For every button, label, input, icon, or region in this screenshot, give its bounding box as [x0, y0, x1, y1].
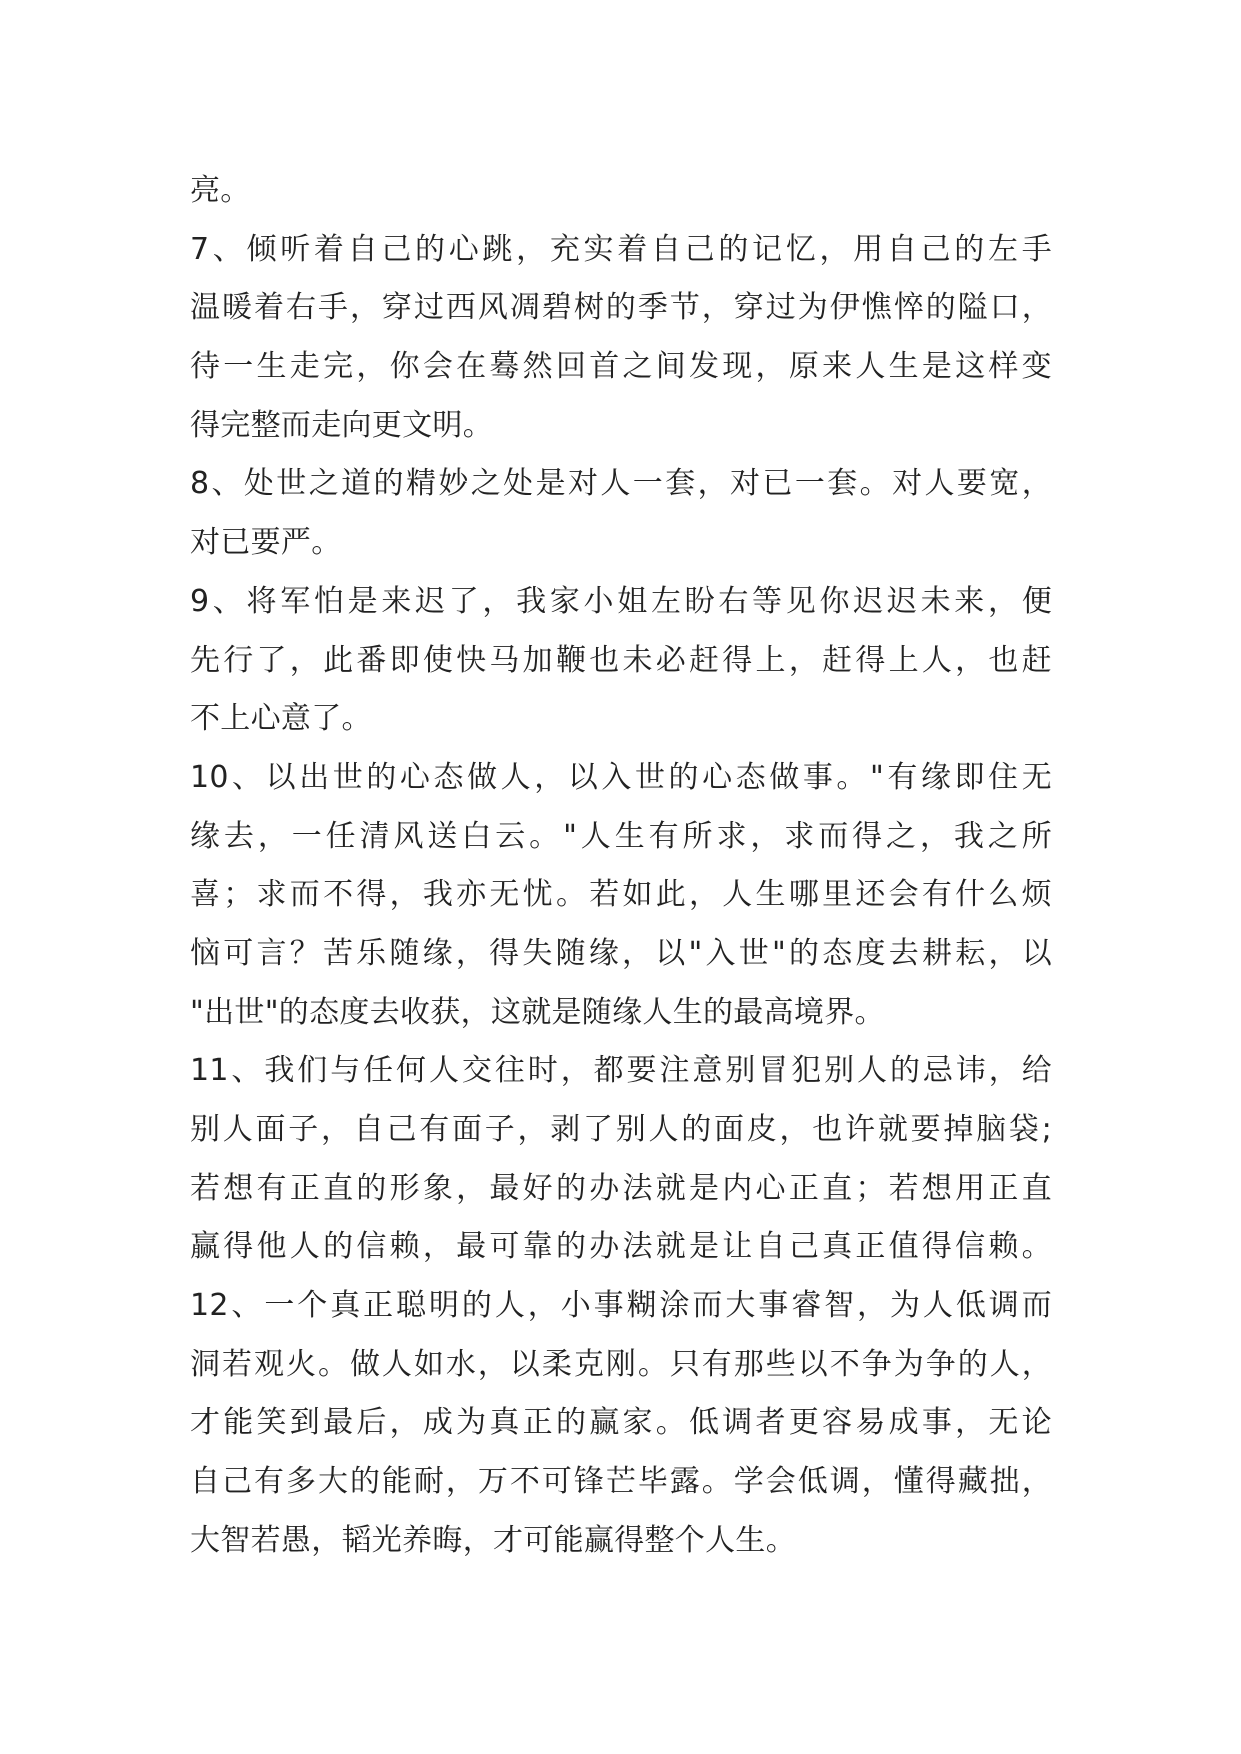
text-line: 得完整而走向更文明。	[190, 407, 493, 443]
text-line: 赢得他人的信赖，最可靠的办法就是让自己真正值得信赖。	[190, 1229, 1052, 1265]
text-line: 对已要严。	[190, 525, 342, 561]
text-line: 恼可言？苦乐随缘，得失随缘，以"入世"的态度去耕耘，以	[190, 935, 1052, 971]
text-line: 自己有多大的能耐，万不可锋芒毕露。学会低调，懂得藏拙，	[190, 1464, 1052, 1500]
text-line: 若想有正直的形象，最好的办法就是内心正直；若想用正直	[190, 1170, 1052, 1206]
text-line: 11、我们与任何人交往时，都要注意别冒犯别人的忌讳，给	[190, 1053, 1052, 1089]
text-line: 大智若愚，韬光养晦，才可能赢得整个人生。	[190, 1522, 796, 1558]
text-line: 12、一个真正聪明的人，小事糊涂而大事睿智，为人低调而	[190, 1288, 1052, 1324]
text-line: 9、将军怕是来迟了，我家小姐左盼右等见你迟迟未来，便	[190, 583, 1052, 619]
text-line: 洞若观火。做人如水，以柔克刚。只有那些以不争为争的人，	[190, 1346, 1052, 1382]
text-line: 7、倾听着自己的心跳，充实着自己的记忆，用自己的左手	[190, 231, 1052, 267]
text-line: 才能笑到最后，成为真正的赢家。低调者更容易成事，无论	[190, 1405, 1052, 1441]
text-line: 先行了，此番即使快马加鞭也未必赶得上，赶得上人，也赶	[190, 642, 1052, 678]
text-line: 10、以出世的心态做人，以入世的心态做事。"有缘即住无	[190, 759, 1052, 795]
text-line: 不上心意了。	[190, 701, 372, 737]
text-line: 8、处世之道的精妙之处是对人一套，对已一套。对人要宽，	[190, 466, 1052, 502]
text-line: 缘去，一任清风送白云。"人生有所求，求而得之，我之所	[190, 818, 1052, 854]
text-line: "出世"的态度去收获，这就是随缘人生的最高境界。	[190, 994, 885, 1030]
document-body	[190, 162, 1052, 1571]
text-line: 亮。	[190, 173, 251, 208]
text-line: 喜；求而不得，我亦无忧。若如此，人生哪里还会有什么烦	[190, 877, 1052, 913]
text-line: 别人面子，自己有面子，剥了别人的面皮，也许就要掉脑袋;	[190, 1112, 1052, 1147]
text-line: 待一生走完，你会在蓦然回首之间发现，原来人生是这样变	[190, 349, 1052, 385]
text-line: 温暖着右手，穿过西风凋碧树的季节，穿过为伊憔悴的隘口，	[190, 290, 1052, 326]
